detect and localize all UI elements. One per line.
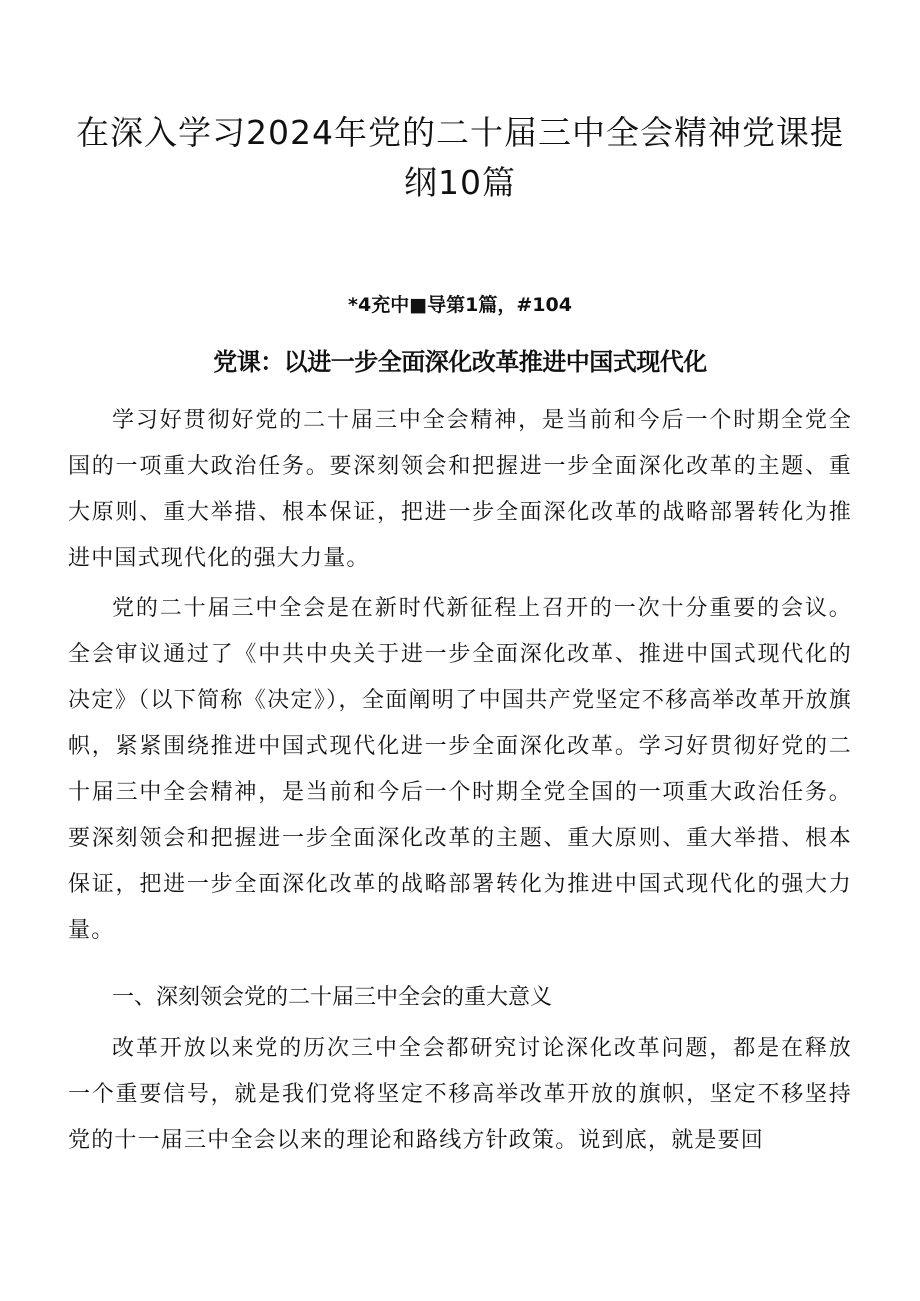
body-paragraph-1: 学习好贯彻好党的二十届三中全会精神，是当前和今后一个时期全党全国的一项重大政治任务。要深刻领会和把握进一步全面深化改革的主题、重大原则、重大举措、根本保证，把进一步全面深化改革的战略部署转化为推进中国式现代化的强大力量。 [68,408,852,571]
section-heading-1: 一、深刻领会党的二十届三中全会的重大意义 [112,985,553,1010]
body-paragraph-2: 党的二十届三中全会是在新时代新征程上召开的一次十分重要的会议。全会审议通过了《中共中央关于进一步全面深化改革、推进中国式现代化的决定》（以下简称《决定》），全面阐明了中国共产党坚定不移高举改革开放旗帜，紧紧围绕推进中国式现代化进一步全面深化改革。学习好贯彻好党的二十届三中全会精神，是当前和今后一个时期全党全国的一项重大政治任务。要深刻领会和把握进一步全面深化改革的主题、重大原则、重大举措、根本保证，把进一步全面深化改革的战略部署转化为推进中国式现代化的强大力量。 [68,596,852,943]
body-paragraph-3: 改革开放以来党的历次三中全会都研究讨论深化改革问题，都是在释放一个重要信号，就是我们党将坚定不移高举改革开放的旗帜，坚定不移坚持党的十一届三中全会以来的理论和路线方针政策。说到底，就是要回 [68,1036,852,1153]
document-title: 在深入学习2024年党的二十届三中全会精神党课提纲10篇 [76,113,844,202]
lesson-title: 党课：以进一步全面深化改革推进中国式现代化 [213,348,707,376]
section-marker: *4充中■导第1篇，#104 [348,294,572,316]
